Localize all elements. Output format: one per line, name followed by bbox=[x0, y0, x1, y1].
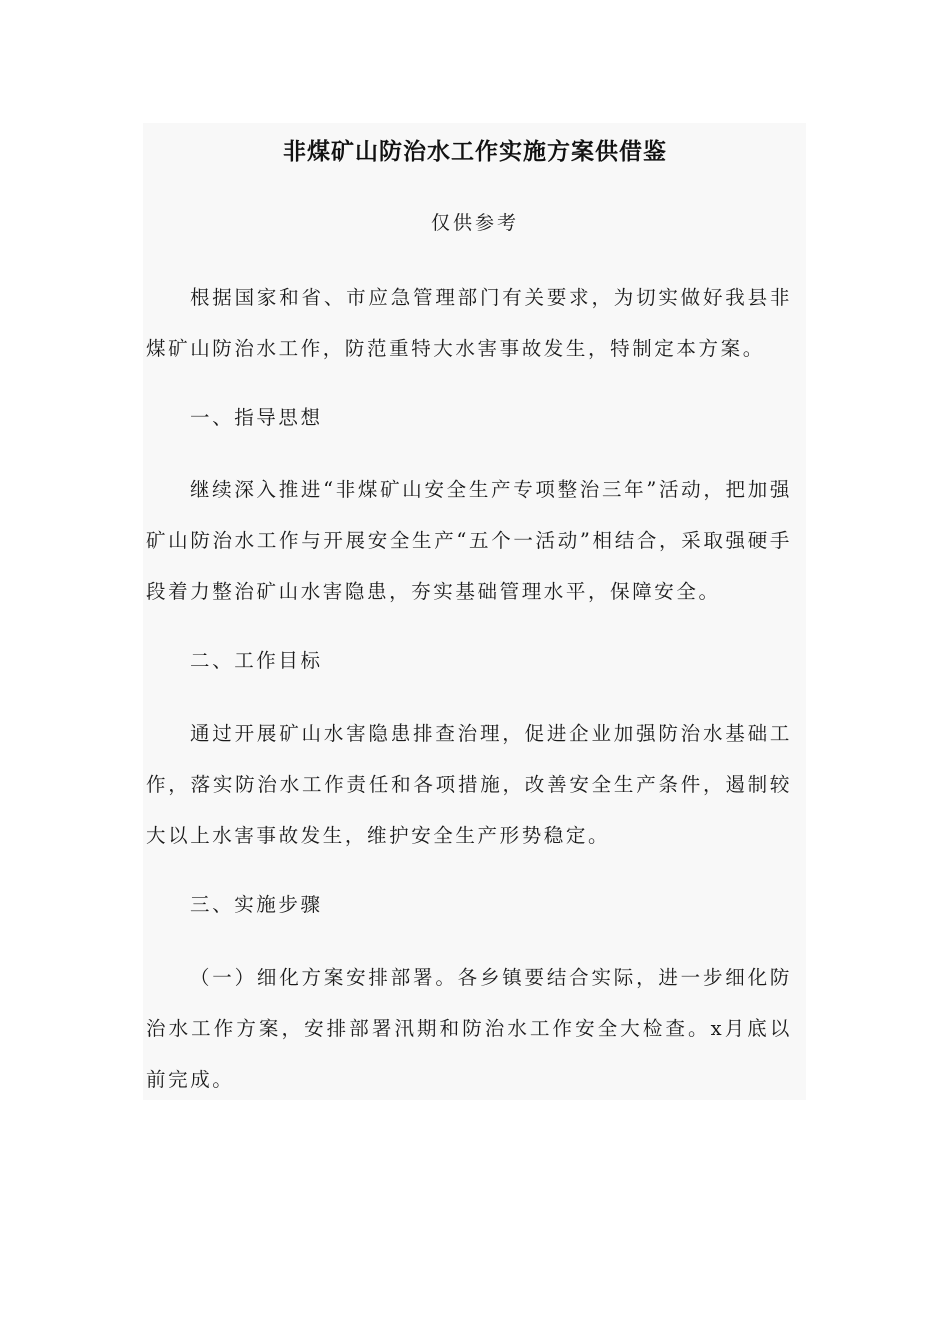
section-heading-implementation-steps: 三、实施步骤 bbox=[190, 893, 323, 916]
section-body-work-goals: 通过开展矿山水害隐患排查治理，促进企业加强防治水基础工作，落实防治水工作责任和各项措施，改善安全生产条件，遏制较大以上水害事故发生，维护安全生产形势稳定。 bbox=[146, 722, 792, 847]
document-title: 非煤矿山防治水工作实施方案供借鉴 bbox=[283, 139, 667, 165]
section-body-guiding-ideology: 继续深入推进“非煤矿山安全生产专项整治三年”活动，把加强矿山防治水工作与开展安全生产“五个一活动”相结合，采取强硬手段着力整治矿山水害隐患，夯实基础管理水平，保障安全。 bbox=[146, 478, 792, 603]
intro-paragraph: 根据国家和省、市应急管理部门有关要求，为切实做好我县非煤矿山防治水工作，防范重特大水害事故发生，特制定本方案。 bbox=[146, 286, 792, 360]
document-subtitle: 仅供参考 bbox=[430, 212, 519, 234]
section-body-implementation-steps: （一）细化方案安排部署。各乡镇要结合实际，进一步细化防治水工作方案，安排部署汛期和防治水工作安全大检查。x月底以前完成。 bbox=[146, 966, 792, 1091]
section-heading-work-goals: 二、工作目标 bbox=[190, 649, 323, 672]
section-heading-guiding-ideology: 一、指导思想 bbox=[190, 406, 323, 429]
